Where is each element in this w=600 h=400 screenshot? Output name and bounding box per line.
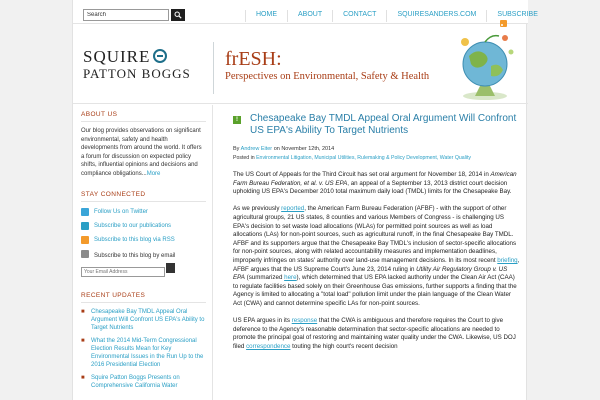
posted-in-label: Posted in [233, 155, 255, 161]
rss-feed-icon [81, 236, 89, 244]
recent-update-label: Squire Patton Boggs Presents on Comprehensive California Water [91, 374, 180, 389]
subscribe-email-text: Subscribe to this blog by email [94, 252, 176, 259]
blog-tagline: Perspectives on Environmental, Safety & Health [225, 71, 430, 82]
category-links[interactable]: Environmental Litigation, Municipal Utilities, Rulemaking & Policy Development, Water Quality [256, 155, 471, 161]
recent-updates-list [81, 303, 206, 390]
post-type-icon: ! [233, 116, 241, 124]
publications-icon [81, 222, 89, 230]
nav-squiresanders[interactable]: SQUIRESANDERS.COM [386, 10, 486, 22]
about-more-link[interactable]: More [146, 170, 161, 177]
header-divider [213, 42, 214, 94]
subscribe-rss-label: Subscribe to this blog via RSS [94, 236, 175, 243]
about-heading: ABOUT US [81, 105, 206, 122]
recent-update-label: What the 2014 Mid-Term Congressional Election Results Mean for Key Environmental Issues in the Run Up to the 2016 Presidential Election [91, 337, 204, 368]
follow-twitter-label: Follow Us on Twitter [94, 208, 148, 215]
recent-update-label: Chesapeake Bay TMDL Appeal Oral Argument Will Confront US EPA's Ability to Target Nutrients [91, 308, 205, 331]
post-date: on November 12th, 2014 [273, 146, 335, 152]
bullet-icon: ■ [81, 374, 85, 381]
recent-update-item[interactable] [81, 369, 206, 390]
subscribe-rss-link[interactable] [81, 233, 206, 247]
by-label: By [233, 146, 240, 152]
author-link[interactable]: Andrew Eiter [240, 146, 273, 152]
reported-link[interactable]: reported [281, 205, 305, 213]
post-body [233, 171, 520, 360]
briefing-link[interactable]: briefing [497, 256, 518, 264]
logo-top [83, 48, 191, 66]
subscribe-email-label [81, 247, 206, 260]
text: that the CWA is ambiguous and therefore requires the Court to give deference to the Agency's reasonable determination that sector-specific allocations are needed to promote the principal goal of restoring and maintaining water quality under the CWA. Likewise, US DOJ filed [233, 317, 516, 350]
email-icon [81, 250, 89, 258]
email-submit-button[interactable] [166, 263, 175, 273]
recent-updates-heading: RECENT UPDATES [81, 286, 206, 303]
text: , the American Farm Bureau Federation (AFBF) - with the support of other agricultural groups, 21 US states, 8 counties and various Members of Congress - is challenging US EPA's decision to set waste load allocations (WLAs) for permitted point sources as well as load allocations (LAs) for non-point sources, such as agricultural runoff, in the final Chesapeake Bay TMDL. AFBF and its supporters argue that the Chesapeake Bay TMDL's inclusion of sector-specific allocations for non-point sources, along with related accountability measures and implementation deadlines, improperly infringes on states' authority over land-use management decisions. In its most recent [233, 205, 517, 264]
search-button[interactable] [171, 9, 185, 21]
about-text [81, 122, 206, 179]
top-bar [73, 0, 538, 24]
subscribe-publications-link[interactable] [81, 219, 206, 233]
nav-home[interactable]: HOME [245, 10, 287, 22]
logo-top-text: SQUIRE [83, 47, 151, 66]
text: US EPA argues in its [233, 317, 292, 325]
text: (summarized [244, 274, 285, 282]
paragraph [233, 205, 520, 308]
twitter-icon [81, 208, 89, 216]
nav-subscribe-label: SUBSCRIBE [497, 11, 538, 18]
squire-patton-boggs-logo[interactable] [83, 48, 191, 82]
page [72, 0, 538, 400]
recent-update-item[interactable] [81, 303, 206, 332]
text: , AFBF argues that the US Supreme Court's June 23, 2014 ruling in [233, 256, 520, 273]
main-content [223, 105, 523, 400]
search-input[interactable] [83, 9, 169, 21]
follow-twitter-link[interactable] [81, 205, 206, 219]
site-header [73, 24, 528, 104]
globe-icon [445, 26, 525, 104]
post-categories [233, 154, 523, 162]
response-link[interactable]: response [291, 317, 318, 325]
nav-about[interactable]: ABOUT [287, 10, 332, 22]
subscribe-publications-label: Subscribe to our publications [94, 222, 172, 229]
here-link[interactable]: here [284, 274, 297, 282]
text: ), which determined that US EPA lacked authority under the Clean Air Act (CAA) to regulate facilities based solely on their Greenhouse Gas emissions, further supports a finding that the Agency is limited to allocating a "total load" pollution limit under the plain language of the Clean Water Act (CWA) and cannot determine specific LAs for non-point sources. [233, 274, 517, 307]
email-form [81, 260, 206, 278]
case-name: American Farm Bureau Federation, et al. v. US EPA [233, 171, 517, 187]
nav-subscribe[interactable] [486, 10, 547, 22]
stay-connected-heading: STAY CONNECTED [81, 185, 206, 202]
post-byline [233, 145, 334, 153]
bullet-icon: ■ [81, 337, 85, 344]
paragraph [233, 171, 520, 197]
sidebar [73, 105, 213, 400]
blog-title[interactable]: frESH: [225, 48, 282, 70]
text: The US Court of Appeals for the Third Circuit has set oral argument for November 18, 2014 in [233, 171, 491, 178]
text: As we previously [233, 205, 282, 213]
text: , an appeal of a September 13, 2013 district court decision upholding US EPA's December 2010 total maximum daily load (TMDL) limits for the Chesapeake Bay. [233, 179, 512, 196]
post-title[interactable]: Chesapeake Bay TMDL Appeal Oral Argument Will Confront US EPA's Ability To Target Nutrients [250, 113, 517, 137]
logo-mark-icon [153, 49, 167, 63]
main-nav [245, 10, 548, 22]
about-body: Our blog provides observations on significant environmental, safety and health developments from around the world. It offers a forum for discussion on expected policy shifts, influential opinions and decisions and compliance obligations... [81, 128, 202, 177]
correspondence-link[interactable]: correspondence [246, 342, 291, 350]
search-icon [174, 11, 182, 19]
stay-connected-list [81, 202, 206, 278]
recent-update-item[interactable] [81, 332, 206, 369]
email-input[interactable] [81, 267, 165, 277]
nav-contact[interactable]: CONTACT [332, 10, 386, 22]
case-name: Utility Air Regulatory Group v. US EPA [233, 265, 508, 282]
paragraph [233, 317, 520, 351]
logo-bottom-text: PATTON BOGGS [83, 66, 191, 81]
text: touting the high court's recent decision [290, 342, 398, 350]
bullet-icon: ■ [81, 308, 85, 315]
